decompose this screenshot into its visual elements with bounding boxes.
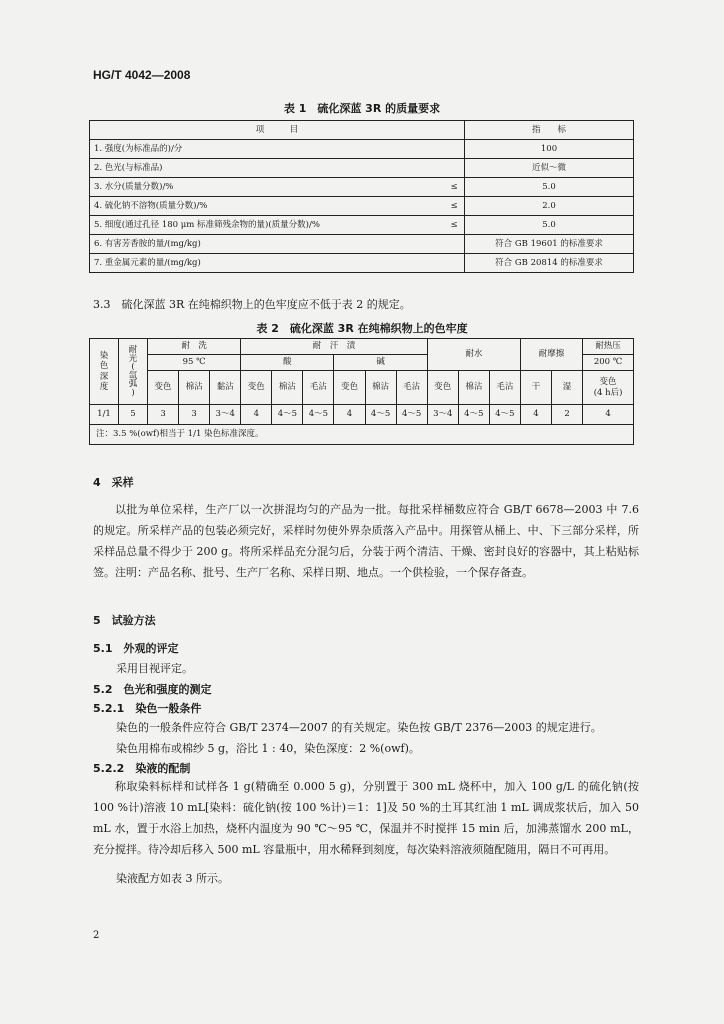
table1-cell-value: 符合 GB 20814 的标准要求 [465, 254, 634, 273]
section-5-1-text: 采用目视评定。 [116, 662, 193, 675]
sub-viscose: 黏沾 [210, 371, 241, 405]
section-5-2-1-title: 5.2.1 染色一般条件 [93, 702, 202, 715]
table-row [90, 140, 634, 159]
sub-change: 变色 [334, 371, 365, 405]
header-light-char: 氙 [128, 370, 138, 381]
data-cell: 4～5 [365, 405, 396, 425]
standard-code: HG/T 4042—2008 [93, 68, 191, 82]
sub-heat-change: 变色 [599, 377, 617, 388]
sub-wool: 毛沾 [396, 371, 427, 405]
header-light [119, 339, 148, 405]
section-5-2-1-line2: 染色用棉布或棉纱 5 g，浴比 1 : 40，染色深度：2 %(owf)。 [116, 742, 420, 755]
header-wash: 耐 洗 [148, 339, 241, 355]
section-5-title: 5 试验方法 [93, 614, 156, 627]
data-cell: 4～5 [489, 405, 520, 425]
table1-cell-item: 5. 细度(通过孔径 180 μm 标准筛残余物的量)(质量分数)/% [90, 216, 445, 235]
section-5-2-title: 5.2 色光和强度的测定 [93, 683, 212, 696]
data-cell: 4～5 [396, 405, 427, 425]
data-cell: 4～5 [303, 405, 334, 425]
table1-cell-value: 100 [465, 140, 634, 159]
table-row [90, 197, 634, 216]
data-cell: 4 [334, 405, 365, 425]
section-3-3: 3.3 硫化深蓝 3R 在纯棉织物上的色牢度应不低于表 2 的规定。 [93, 298, 411, 311]
header-light-char: 耐 [128, 345, 138, 355]
section-4-title: 4 采样 [93, 476, 134, 489]
table1-cell-item: 7. 重金属元素的量/(mg/kg) [90, 254, 465, 273]
table-row [90, 235, 634, 254]
header-wash-temp: 95 ℃ [148, 355, 241, 371]
section-5-2-2-paragraph: 称取染料标样和试样各 1 g(精确至 0.000 5 g)，分别置于 300 mL 烧杯中，加入 100 g/L 的硫化钠(按 100 %计)溶液 10 mL[染料：硫化钠(按 100 %计)＝1：1]及 50 %的土耳其红油 1 mL 调成浆状后，加入 50 mL 水，置于水浴上加热，烧杯内温度为 90 ℃～95 ℃，保温并不时搅拌 15 min 后，加沸蒸馏水 200 mL，充分搅拌。待冷却后移入 500 mL 容量瓶中，用水稀释到刻度，每次染料溶液须随配随用，隔日不可再用。 [93, 780, 639, 856]
table-row [90, 254, 634, 273]
data-cell: 4～5 [458, 405, 489, 425]
header-depth-char: 深 [99, 371, 109, 382]
table2-caption: 表 2 硫化深蓝 3R 在纯棉织物上的色牢度 [256, 322, 468, 335]
header-depth-char: 染 [99, 351, 109, 362]
sub-cotton: 棉沾 [179, 371, 210, 405]
sub-dry: 干 [520, 371, 551, 405]
header-acid: 酸 [241, 355, 334, 371]
table1-header-value: 指 标 [465, 121, 634, 140]
sub-change: 变色 [241, 371, 272, 405]
table-row [90, 405, 634, 425]
header-light-char: 光 [128, 353, 138, 364]
header-rub: 耐摩擦 [520, 339, 582, 371]
section-5-2-1-line1: 染色的一般条件应符合 GB/T 2374—2007 的有关规定。染色按 GB/T 2376—2003 的规定进行。 [116, 721, 602, 734]
data-cell: 3～4 [427, 405, 458, 425]
data-cell: 1/1 [90, 405, 119, 425]
header-water: 耐水 [427, 339, 520, 371]
table2-note: 注：3.5 %(owf)相当于 1/1 染色标准深度。 [90, 425, 634, 445]
table1-cell-op: ≤ [444, 197, 465, 216]
sub-cotton: 棉沾 [365, 371, 396, 405]
data-cell: 3 [179, 405, 210, 425]
data-cell: 4 [520, 405, 551, 425]
quality-requirements-table [89, 120, 634, 273]
header-light-char: 弧 [128, 379, 138, 389]
sub-heat [583, 371, 634, 405]
header-depth-char: 度 [99, 381, 109, 392]
header-heat: 耐热压 [583, 339, 634, 355]
table-row [90, 178, 634, 197]
header-depth-char: 色 [99, 361, 109, 372]
table1-cell-item: 6. 有害芳香胺的量/(mg/kg) [90, 235, 465, 254]
table1-cell-value: 符合 GB 19601 的标准要求 [465, 235, 634, 254]
sub-cotton: 棉沾 [272, 371, 303, 405]
table1-cell-item: 4. 硫化钠不溶物(质量分数)/% [90, 197, 445, 216]
data-cell: 4 [583, 405, 634, 425]
header-depth [90, 339, 119, 405]
data-cell: 3 [148, 405, 179, 425]
sub-heat-time: (4 h后) [593, 387, 623, 398]
header-light-char: ( [131, 362, 135, 372]
data-cell: 4～5 [272, 405, 303, 425]
sub-wool: 毛沾 [303, 371, 334, 405]
sub-cotton: 棉沾 [458, 371, 489, 405]
sub-wet: 湿 [552, 371, 583, 405]
table1-cell-value: 2.0 [465, 197, 634, 216]
table1-cell-op: ≤ [444, 216, 465, 235]
data-cell: 4 [241, 405, 272, 425]
table-row [90, 216, 634, 235]
header-alkali: 碱 [334, 355, 427, 371]
table1-cell-item: 3. 水分(质量分数)/% [90, 178, 445, 197]
table1-cell-op: ≤ [444, 178, 465, 197]
table1-cell-value: 5.0 [465, 178, 634, 197]
data-cell: 2 [552, 405, 583, 425]
table1-cell-value: 近似～微 [465, 159, 634, 178]
section-5-2-2-title: 5.2.2 染液的配制 [93, 762, 191, 775]
sub-change: 变色 [148, 371, 179, 405]
header-heat-temp: 200 ℃ [583, 355, 634, 371]
page-number: 2 [93, 930, 100, 941]
section-5-2-2-tail: 染液配方如表 3 所示。 [116, 872, 229, 885]
data-cell: 5 [119, 405, 148, 425]
header-light-char: ) [131, 387, 135, 398]
header-sweat: 耐 汗 渍 [241, 339, 427, 355]
table-row [90, 159, 634, 178]
sub-wool: 毛沾 [489, 371, 520, 405]
table1-cell-item: 1. 强度(为标准品的)/分 [90, 140, 465, 159]
section-5-1-title: 5.1 外观的评定 [93, 642, 179, 655]
sub-change: 变色 [427, 371, 458, 405]
data-cell: 3～4 [210, 405, 241, 425]
table1-header-item: 项 目 [90, 121, 465, 140]
section-4-paragraph: 以批为单位采样，生产厂以一次拼混均匀的产品为一批。每批采样桶数应符合 GB/T 6678—2003 中 7.6 的规定。所采样产品的包装必须完好，采样时勿使外界杂质落入产品中。用探管从桶上、中、下三部分采样，所采样品总量不得少于 200 g。将所采样品充分混匀后，分装于两个清洁、干燥、密封良好的容器中，其上粘贴标签。注明：产品名称、批号、生产厂名称、采样日期、地点。一个供检验，一个保存备查。 [93, 503, 639, 579]
table1-caption: 表 1 硫化深蓝 3R 的质量要求 [283, 102, 441, 115]
table1-cell-item: 2. 色光(与标准品) [90, 159, 465, 178]
table1-cell-value: 5.0 [465, 216, 634, 235]
color-fastness-table [89, 338, 634, 445]
